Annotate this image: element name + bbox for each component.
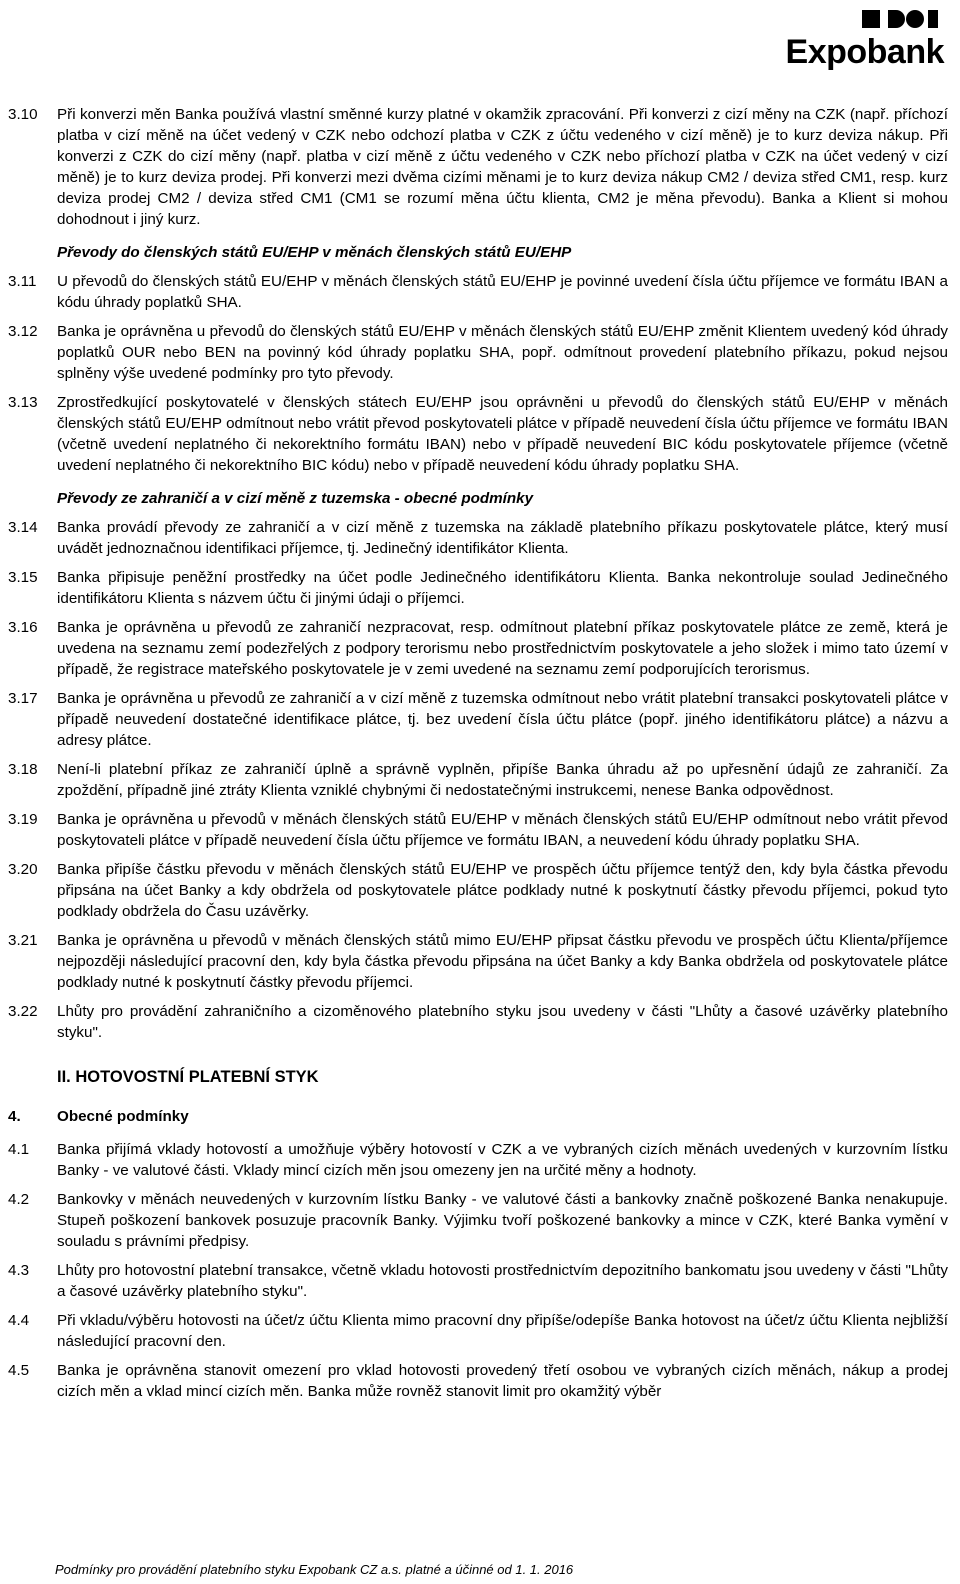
clause-number: 3.18: [8, 761, 38, 778]
clause-text: Banka je oprávněna u převodů ze zahraničí a v cizí měně z tuzemska odmítnout nebo vrátit platební transakci poskytovateli plátce v případě neuvedení dostatečné identifikace plátce, tj. bez uvedení čísla účtu plátce (popř. jiného identifikátoru plátce) a názvu a adresy plátce.: [57, 690, 948, 749]
clause-text: Lhůty pro hotovostní platební transakce, včetně vkladu hotovosti prostřednictvím depozitního bankomatu jsou uvedeny v části "Lhůty a časové uzávěrky platebního styku".: [57, 1262, 948, 1300]
clause-number: 4.1: [8, 1141, 30, 1158]
clause-number: 3.11: [8, 273, 37, 290]
clause-number: 3.12: [8, 323, 38, 340]
clause-number: 3.19: [8, 811, 38, 828]
clause-paragraph: [8, 1139, 948, 1181]
clause-number: 3.16: [8, 619, 38, 636]
clause-paragraph: [8, 321, 948, 384]
clause-text: Bankovky v měnách neuvedených v kurzovním lístku Banky - ve valutové části a bankovky značně poškozené Banka nenakupuje. Stupeň poškození bankovek posuzuje pracovník Banky. Výjimku tvoří poškozené bankovky a mince v CZK, které Banka vymění v souladu s právními předpisy.: [57, 1191, 948, 1250]
clause-paragraph: [8, 104, 948, 230]
clause-number: 4.3: [8, 1262, 30, 1279]
clause-text: Není-li platební příkaz ze zahraničí úplně a správně vyplněn, připíše Banka úhradu až po upřesnění údajů ze zahraničí. Za zpoždění, případně jiné ztráty Klienta vzniklé chybnými či nedostatečnými instrukcemi, nenese Banka odpovědnost.: [57, 761, 948, 799]
clause-text: Při vkladu/výběru hotovosti na účet/z účtu Klienta mimo pracovní dny připíše/odepíše Banka hotovost na účet/z účtu Klienta nejbližší následující pracovní den.: [57, 1312, 948, 1350]
clause-text: Banka je oprávněna stanovit omezení pro vklad hotovosti provedený třetí osobou ve vybraných cizích měnách, nákup a prodej cizích měn a vklad mincí cizích měn. Banka může rovněž stanovit limit pro okamžitý výběr: [57, 1362, 948, 1400]
clause-paragraph: [8, 617, 948, 680]
clause-text: Banka je oprávněna u převodů do členských států EU/EHP v měnách členských států EU/EHP změnit Klientem uvedený kód úhrady poplatků OUR nebo BEN na povinný kód úhrady poplatku SHA, popř. odmítnout provedení platebního příkazu, pokud nejsou splněny výše uvedené podmínky pro tyto převody.: [57, 323, 948, 382]
clause-text: Při konverzi měn Banka používá vlastní směnné kurzy platné v okamžik zpracování. Při konverzi z cizí měny na CZK (např. příchozí platba v cizí měně na účet vedený v CZK nebo odchozí platba v CZK z účtu vedeného v cizí měně) je to kurz deviza nákup. Při konverzi z CZK do cizí měny (např. platba v cizí měně z účtu vedeného v CZK nebo příchozí platba v CZK na účet vedený v cizí měně) je to kurz deviza prodej. Při konverzi mezi dvěma cizími měnami je to kurz deviza nákup CM2 / deviza střed CM1, resp. kurz deviza prodej CM2 / deviza střed CM1 (CM1 se rozumí měna účtu klienta, CM2 je měna převodu). Banka a Klient si mohou dohodnout i jiný kurz.: [57, 106, 948, 228]
clause-text: Banka přijímá vklady hotovostí a umožňuje výběry hotovostí v CZK a ve vybraných cizích měnách uvedených v kurzovním lístku Banky - ve valutové části. Vklady mincí cizích měn jsou omezeny jen na určité měny a hodnoty.: [57, 1141, 948, 1179]
clause-number: 4.5: [8, 1362, 30, 1379]
clause-text: Lhůty pro provádění zahraničního a cizoměnového platebního styku jsou uvedeny v části "Lhůty a časové uzávěrky platebního styku".: [57, 1003, 948, 1041]
section-number: 4.: [8, 1108, 21, 1125]
clause-number: 3.17: [8, 690, 38, 707]
clause-paragraph: [8, 271, 948, 313]
clause-text: Banka je oprávněna u převodů v měnách členských států mimo EU/EHP připsat částku převodu ve prospěch účtu Klienta/příjemce nejpozději následující pracovní den, kdy byla částka převodu připsána na účet Banky a kdy Banka obdržela od poskytovatele plátce podklady nutné k poskytnutí částky převodu příjemci.: [57, 932, 948, 991]
clause-text: Banka připíše částku převodu v měnách členských států EU/EHP ve prospěch účtu příjemce tentýž den, kdy byla částka převodu připsána na účet Banky a kdy obdržela od poskytovatele plátce podklady nutné k poskytnutí částky převodu příjemci, pokud tyto podklady obdržela do Času uzávěrky.: [57, 861, 948, 920]
clause-text: Banka je oprávněna u převodů v měnách členských států EU/EHP v měnách členských států EU/EHP odmítnout nebo vrátit převod poskytovateli plátce v případě neuvedení čísla účtu příjemce ve formátu IBAN, a neuvedení kódu úhrady poplatku SHA.: [57, 811, 948, 849]
clause-text: Banka připisuje peněžní prostředky na účet podle Jedinečného identifikátoru Klienta. Banka nekontroluje soulad Jedinečného identifikátoru Klienta s názvem účtu či jinými údaji o příjemci.: [57, 569, 948, 607]
document-body: [8, 104, 948, 1410]
section-heading: Převody ze zahraničí a v cizí měně z tuzemska - obecné podmínky: [57, 490, 534, 507]
clause-paragraph: [8, 392, 948, 476]
page-footer: Podmínky pro provádění platebního styku Expobank CZ a.s. platné a účinné od 1. 1. 2016: [55, 1562, 574, 1577]
clause-paragraph: [8, 1310, 948, 1352]
clause-number: 4.2: [8, 1191, 30, 1208]
logo-text: Expobank: [785, 33, 944, 71]
clause-text: Banka je oprávněna u převodů ze zahraničí nezpracovat, resp. odmítnout platební příkaz poskytovatele plátce ze země, která je uvedena na seznamu zemí podezřelých z podpory terorismu nebo prostřednictvím poskytovatele a jeho složek i mimo tato území v případě, že registrace mateřského poskytovatele je v zemi uvedené na seznamu zemí podporujících terorismus.: [57, 619, 948, 678]
clause-number: 4.4: [8, 1312, 30, 1329]
expobank-logo: [776, 6, 946, 72]
clause-number: 3.13: [8, 394, 38, 411]
subchapter-title: Obecné podmínky: [57, 1108, 189, 1125]
clause-paragraph: [8, 1001, 948, 1043]
clause-number: 3.22: [8, 1003, 38, 1020]
logo-mark-icon: [862, 6, 940, 28]
clause-paragraph: [8, 1260, 948, 1302]
clause-number: 3.15: [8, 569, 38, 586]
clause-number: 3.10: [8, 106, 38, 123]
clause-paragraph: [8, 930, 948, 993]
clause-paragraph: [8, 1189, 948, 1252]
clause-paragraph: [8, 1360, 948, 1402]
clause-number: 3.14: [8, 519, 38, 536]
clause-text: Zprostředkující poskytovatelé v členských státech EU/EHP jsou oprávněni u převodů do členských států EU/EHP v měnách členských států EU/EHP odmítnout nebo vrátit převod poskytovateli plátce v případě neuvedení čísla účtu příjemce ve formátu IBAN (včetně uvedení neplatného či nekorektního formátu IBAN) nebo v případě neuvedení BIC kódu poskytovatele příjemce (včetně uvedení neplatného či nekorektního BIC kódu) nebo v případě neuvedení kódu úhrady poplatku SHA.: [57, 394, 948, 474]
clause-number: 3.21: [8, 932, 38, 949]
clause-paragraph: [8, 809, 948, 851]
subchapter-heading: [8, 1106, 948, 1127]
chapter-heading: II. HOTOVOSTNÍ PLATEBNÍ STYK: [57, 1068, 319, 1086]
section-heading: Převody do členských států EU/EHP v měnách členských států EU/EHP: [57, 244, 572, 261]
clause-text: Banka provádí převody ze zahraničí a v cizí měně z tuzemska na základě platebního příkazu poskytovatele plátce, který musí uvádět jednoznačnou identifikaci příjemce, tj. Jedinečný identifikátor Klienta.: [57, 519, 948, 557]
clause-paragraph: [8, 517, 948, 559]
clause-paragraph: [8, 759, 948, 801]
clause-number: 3.20: [8, 861, 38, 878]
clause-paragraph: [8, 688, 948, 751]
clause-paragraph: [8, 859, 948, 922]
clause-paragraph: [8, 567, 948, 609]
clause-text: U převodů do členských států EU/EHP v měnách členských států EU/EHP je povinné uvedení čísla účtu příjemce ve formátu IBAN a kódu úhrady poplatků SHA.: [57, 273, 948, 311]
